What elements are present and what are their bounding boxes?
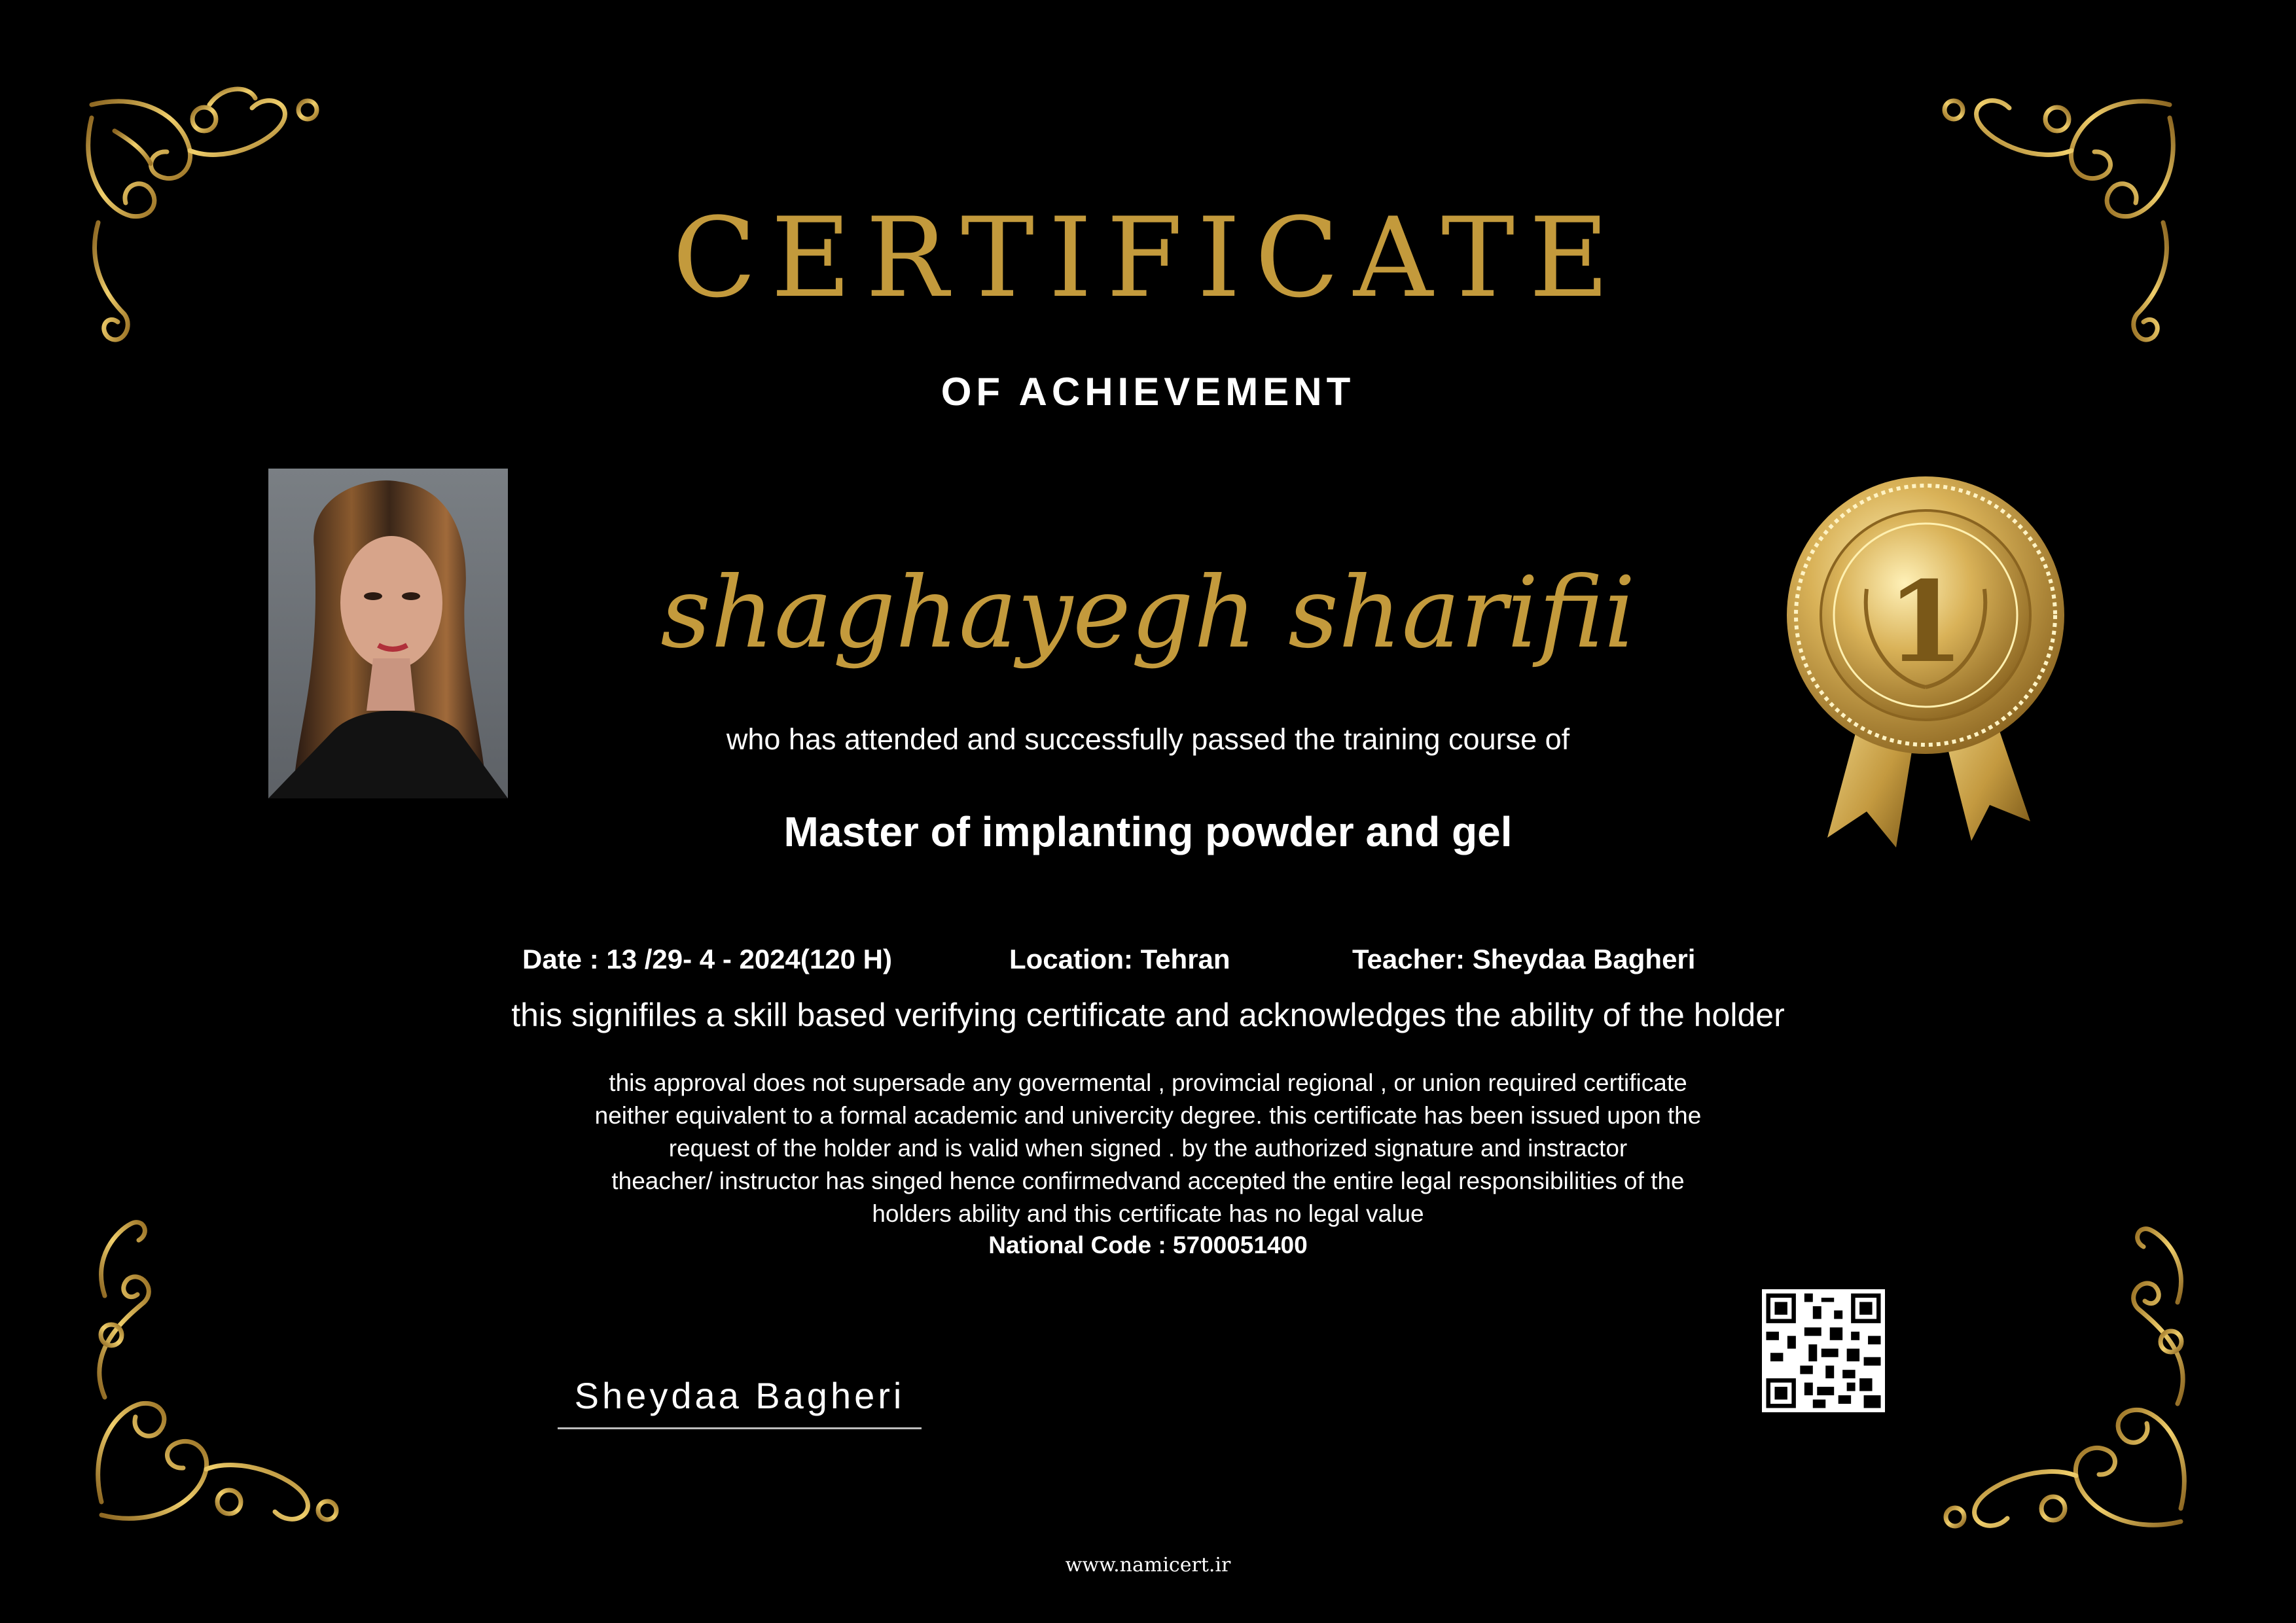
approval-line: theacher/ instructor has singed hence confirmedvand accepted the entire legal responsibilities of the: [611, 1168, 1685, 1194]
recipient-name: shaghayegh sharifii: [660, 556, 1636, 670]
certificate-title: CERTIFICATE: [672, 194, 1624, 322]
teacher-info: [1352, 944, 1695, 975]
seal-number: 1: [1886, 557, 1965, 688]
course-name: Master of implanting powder and gel: [783, 808, 1513, 855]
approval-line: this approval does not supersade any govermental , provimcial regional , or union required certificate: [609, 1069, 1687, 1096]
teacher-name: Sheydaa Bagheri: [1472, 944, 1696, 974]
website-url[interactable]: www.namicert.ir: [1065, 1554, 1231, 1577]
approval-paragraph: [461, 1067, 1835, 1230]
signifies-text: this signifiles a skill based verifying certificate and acknowledges the ability of the holder: [511, 997, 1785, 1033]
signature-name: Sheydaa Bagheri: [558, 1374, 922, 1429]
approval-line: request of the holder and is valid when signed . by the authorized signature and instractor: [668, 1135, 1628, 1162]
national-code: National Code : 5700051400: [988, 1232, 1308, 1258]
attended-text: who has attended and successfully passed the training course of: [726, 722, 1570, 756]
teacher-label: Teacher:: [1352, 944, 1465, 974]
location-text: Location: Tehran: [1009, 944, 1230, 974]
ornament-bottom-left: [65, 1099, 524, 1544]
qr-code-icon: [1762, 1289, 1885, 1412]
date-text: Date : 13 /29- 4 - 2024(120 H): [522, 944, 892, 974]
certificate-subtitle: OF ACHIEVEMENT: [941, 370, 1355, 414]
approval-line: neither equivalent to a formal academic and univercity degree. this certificate has been issued upon the: [594, 1102, 1702, 1129]
approval-line: holders ability and this certificate has no legal value: [872, 1200, 1424, 1227]
